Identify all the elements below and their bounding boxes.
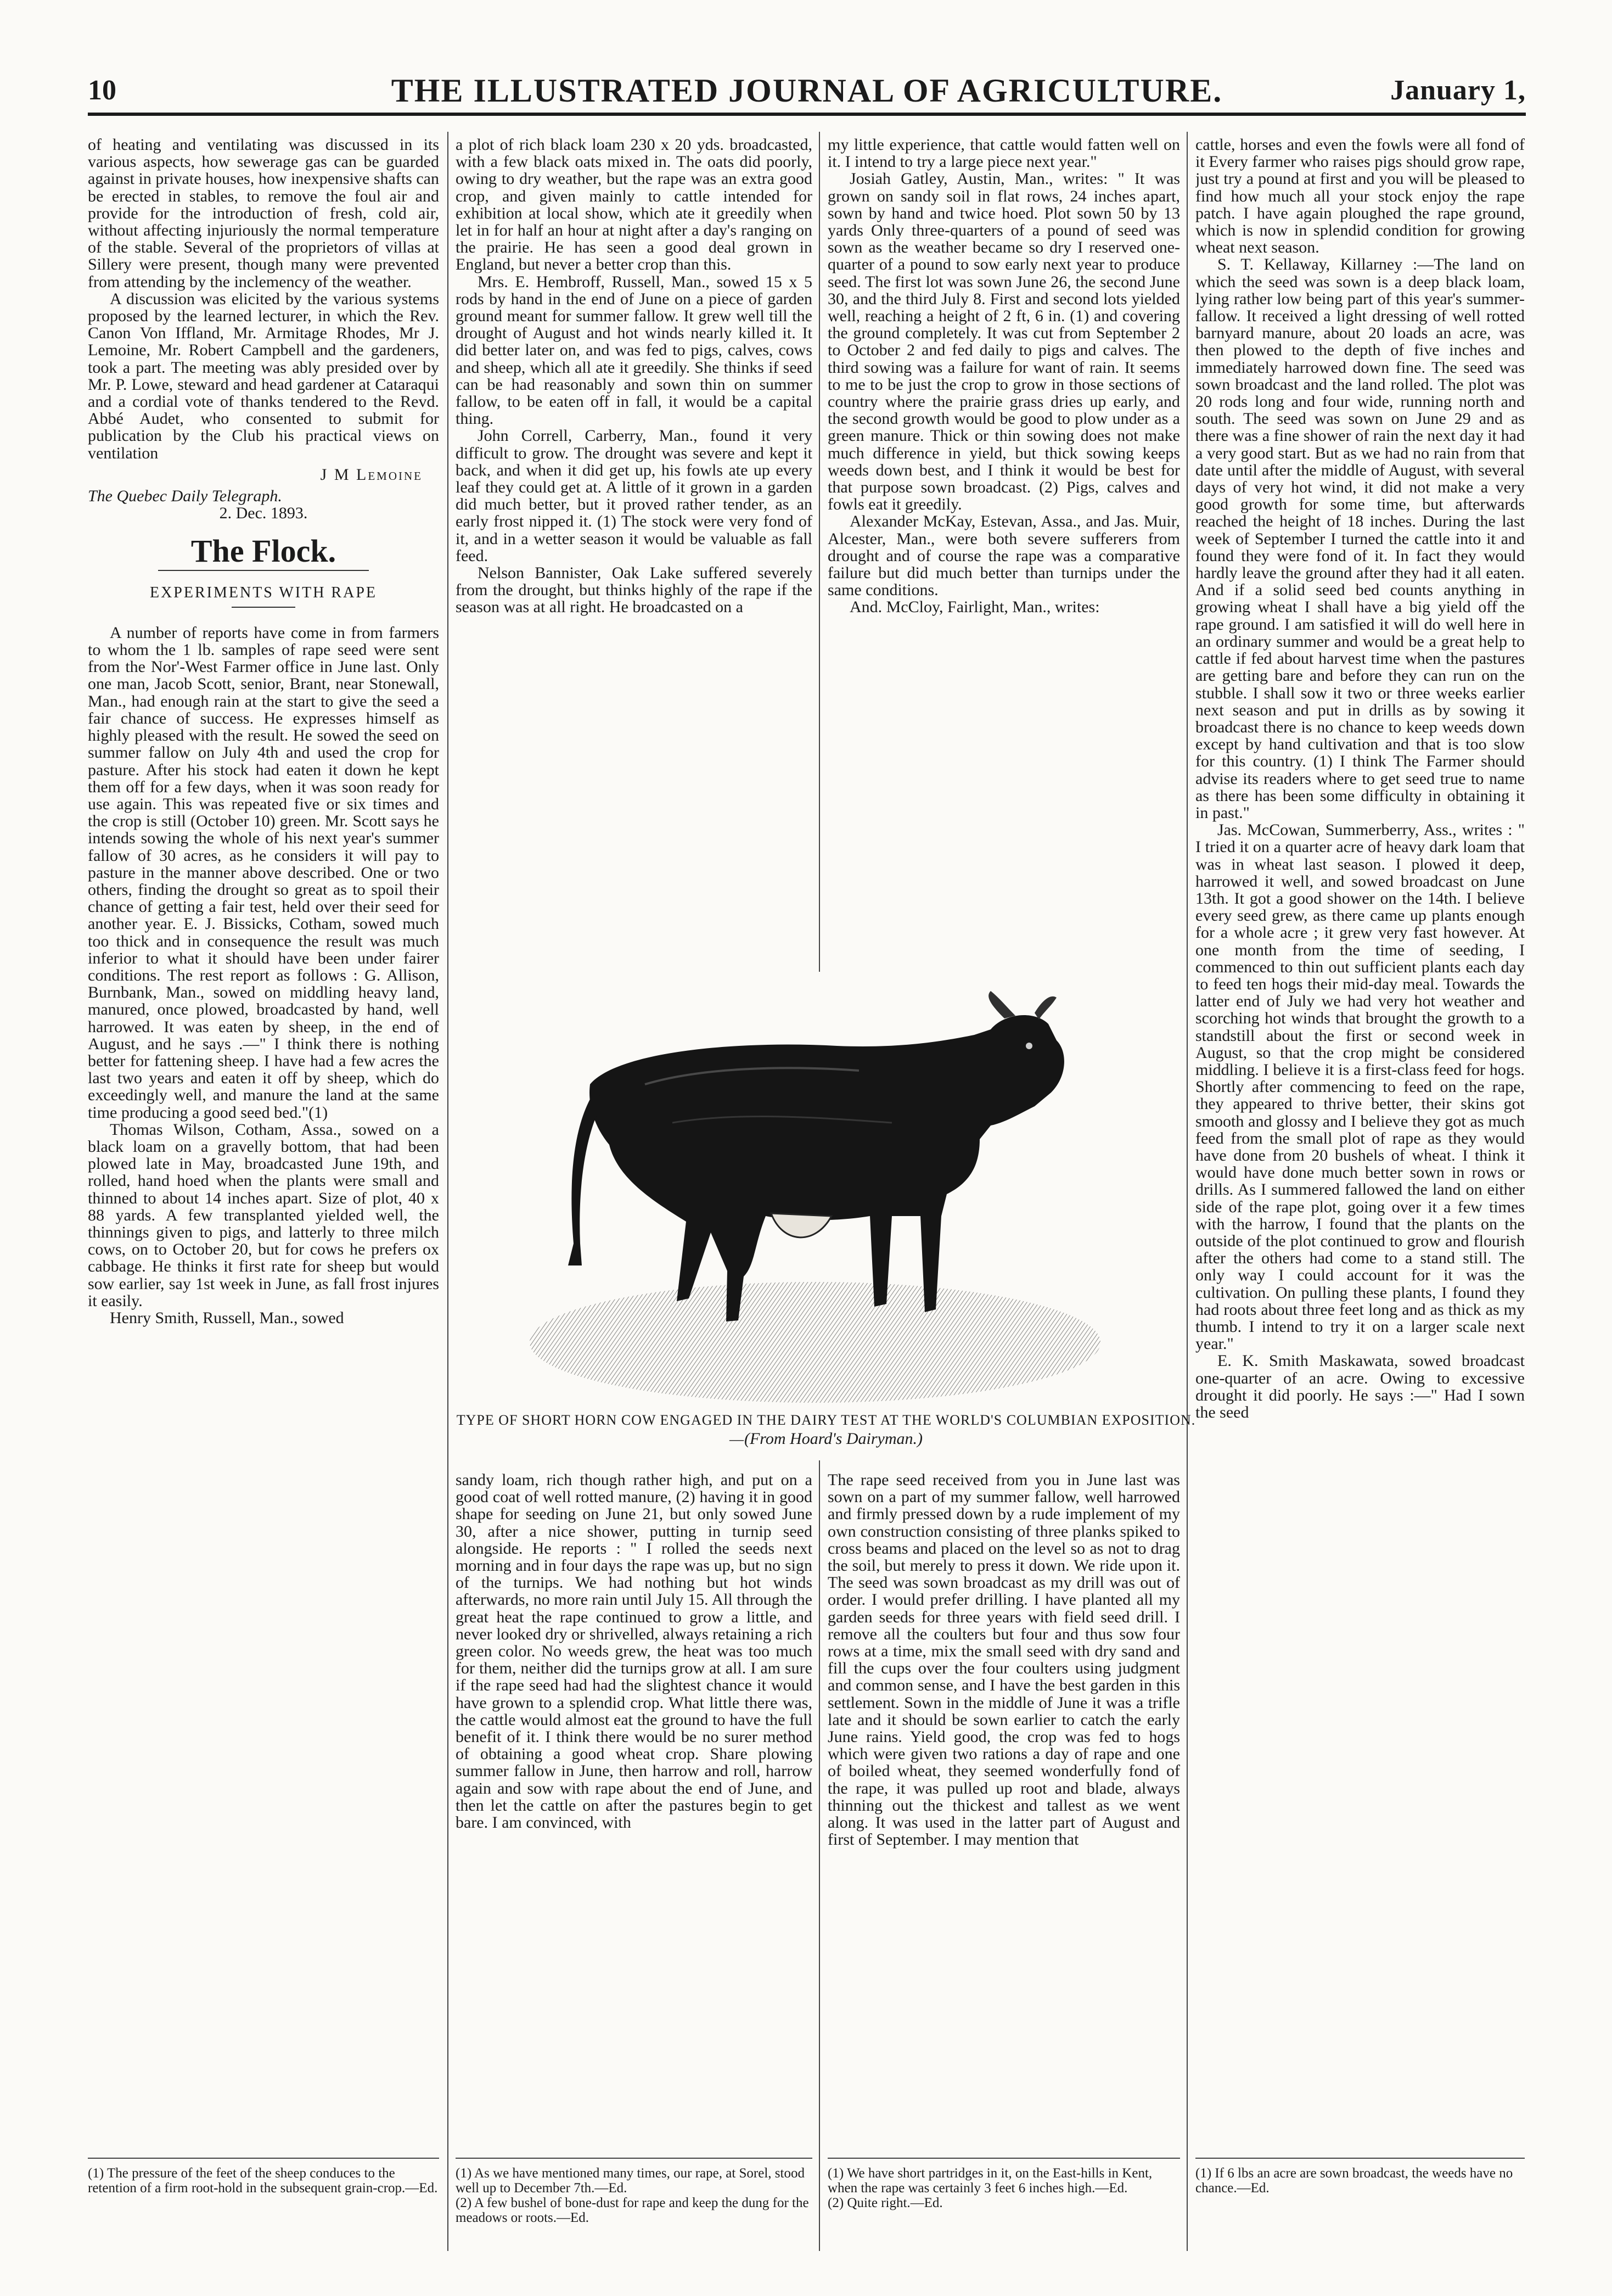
footnote-rule <box>88 2158 439 2159</box>
column-rule <box>1187 132 1188 2251</box>
journal-title: THE ILLUSTRATED JOURNAL OF AGRICULTURE. <box>391 72 1223 109</box>
cow-horn <box>1035 996 1057 1020</box>
issue-date: January 1, <box>1390 75 1526 106</box>
cow-body <box>589 1015 1064 1321</box>
section-title: The Flock. <box>190 533 336 569</box>
caption-text: TYPE OF SHORT HORN COW ENGAGED IN THE DAIRY TEST AT THE WORLD'S COLUMBIAN EXPOSITION.— <box>456 1412 1196 1447</box>
footnote: (1) The pressure of the feet of the sheep conduces to the retention of a firm root-hold in the subsequent grain-crop.—Ed. <box>88 2166 438 2196</box>
article-paragraph: The rape seed received from you in June last was sown on a part of my summer fallow, well harrowed and firmly pressed down by a rude implement of my own construction consisting of three planks spiked to cross beams and placed on the level so as not to drag the soil, but merely to press it down. We ride upon it. The seed was sown broadcast as my drill was out of order. I would prefer drilling. I have planted all my garden seeds for three years with field seed drill. I remove all the coulters but four and thus sow four rows at a time, mix the small seed with dry sand and fill the cups over the four coulters using judgment and common sense, and I have the best garden in this settlement. Sown in the middle of June it was a trifle late and it should be sown earlier to catch the early June rains. Yield good, the crop was fed to hogs which were given two rations a day of rape and one of boiled wheat, they seemed wonderfully fond of the rape, it was pulled up root and blade, always thinning out the thickest and tallest as we went along. It was used in the latter part of August and first of September. I may mention that <box>828 1471 1180 1849</box>
column-1 <box>88 136 439 2146</box>
footnote: (1) We have short partridges in it, on the East-hills in Kent, when the rape was certainly 3 feet 6 inches high.—Ed. (2) Quite right.—Ed. <box>828 2166 1153 2210</box>
cow-udder <box>771 1213 832 1237</box>
article-paragraph: A number of reports have come in from farmers to whom the 1 lb. samples of rape seed were sent from the Nor'-West Farmer office in June last. Only one man, Jacob Scott, senior, Brant, near Stonewall, Man., had enough rain at the start to give the seed a fair chance of success. He expresses himself as highly pleased with the result. He sowed the seed on summer fallow on July 4th and used the crop for pasture. After his stock had eaten it down he kept them off for a few days, when it was soon ready for use again. This was repeated five or six times and the crop is still (October 10) green. Mr. Scott says he intends sowing the whole of his next year's summer fallow of 30 acres, as he considers it will pay to pasture in the manner above described. One or two others, finding the drought so great as to spoil their chance of getting a fair test, held over their seed for another year. E. J. Bissicks, Cotham, sowed much too thick and in consequence the result was much inferior to what it should have been under fairer conditions. The rest report as follows : G. Allison, Burnbank, Man., sowed on middling heavy land, manured, once plowed, broadcasted by hand, well harrowed. It was eaten by sheep, in the end of August, and he says .—" I think there is nothing better for fattening sheep. I have had a few acres the last two years and eaten it off by sheep, which do exceedingly well, and manure the land at the same time producing a good seed bed."(1) <box>88 623 439 1122</box>
figure-caption <box>456 1411 1197 1449</box>
article-paragraph: Alexander McKay, Estevan, Assa., and Jas. Muir, Alcester, Man., were both severe sufferers from drought and of course the rape was a comparative failure but did much better than turnips under the same conditions. <box>828 512 1180 600</box>
article-paragraph: John Correll, Carberry, Man., found it very difficult to grow. The drought was severe and kept it back, and when it did get up, his fowls ate up every leaf they could get at. A little of it grown in a garden did much better, but it proved rather tender, as an early frost nipped it. (1) The stock were very fond of it, and in a wetter season it would be valuable as fall feed. <box>456 427 812 565</box>
footnote-rule <box>828 2158 1180 2159</box>
shorthorn-cow-illustration <box>508 958 1144 1436</box>
article-paragraph: sandy loam, rich though rather high, and put on a good coat of well rotted manure, (2) having it in good shape for seeding on June 21, but only sowed June 30, after a nice shower, putting in turnip seed alongside. He reports : " I rolled the seeds next morning and in four days the rape was up, but no sign of the turnips. We had nothing but hot winds afterwards, no more rain until July 15. All through the great heat the rape continued to grow a little, and never looked dry or shrivelled, always retaining a rich green color. No weeds grew, the heat was too much for them, neither did the turnips grow at all. I am sure if the rape seed had had the slightest chance it would have grown to a splendid crop. What little there was, the cattle would almost eat the ground to have the full benefit of it. I think there would be no surer method of obtaining a good wheat crop. Share plowing summer fallow in June, then harrow and roll, harrow again and sow with rape about the end of June, and then let the cattle on after the pastures begin to get bare. I am convinced, with <box>456 1471 812 1832</box>
column-2-lower <box>456 1471 812 2147</box>
article-paragraph: Thomas Wilson, Cotham, Assa., sowed on a black loam on a gravelly bottom, that had been plowed late in May, broadcasted June 19th, and rolled, hand hoed when the plants were small and thinned to about 14 inches apart. Size of plot, 40 x 88 yards. A few transplanted yielded well, the thinnings given to pigs, and latterly to three milch cows, on to October 20, but for cows he prefers ox cabbage. He thinks it first rate for sheep but would sow earlier, say 1st week in June, as fall frost injures it easily. <box>88 1120 439 1310</box>
cow-horn <box>988 991 1015 1018</box>
caption-credit: (From Hoard's Dairyman.) <box>744 1430 923 1448</box>
footnote: (1) If 6 lbs an acre are sown broadcast, the weeds have no chance.—Ed. <box>1195 2166 1513 2196</box>
article-paragraph: And. McCloy, Fairlight, Man., writes: <box>850 598 1100 617</box>
column-2-upper <box>456 136 812 960</box>
column-3-upper <box>828 136 1180 960</box>
footnote-rule <box>456 2158 812 2159</box>
article-paragraph: my little experience, that cattle would fatten well on it. I intend to try a large piece next year." <box>828 136 1180 171</box>
page-number: 10 <box>88 75 116 106</box>
column-4 <box>1195 136 1525 2146</box>
column-rule <box>447 132 448 2251</box>
source-credit: The Quebec Daily Telegraph. <box>88 487 282 506</box>
cow-eye <box>1026 1043 1032 1049</box>
article-paragraph: Henry Smith, Russell, Man., sowed <box>110 1309 344 1327</box>
article-subtitle: EXPERIMENTS WITH RAPE <box>149 584 378 601</box>
page-header <box>88 63 1526 116</box>
article-paragraph: Mrs. E. Hembroff, Russell, Man., sowed 15 x 5 rods by hand in the end of June on a piece of garden ground meant for summer fallow. It grew well till the drought of August and hot winds nearly killed it. It did better later on, and was fed to pigs, calves, cows and sheep, which all ate it greedily. She thinks if seed can be had reasonably and sown thin on summer fallow, to be eaten off in fall, it would be a capital thing. <box>456 272 812 428</box>
section-rule <box>158 570 369 571</box>
article-paragraph: of heating and ventilating was discussed in its various aspects, how sewerage gas can be guarded against in private houses, how inexpensive shafts can be erected in stables, to remove the foul air and provide for the introduction of fresh, cold air, without affecting injuriously the normal temperature of the stable. Several of the proprietors of villas at Sillery were present, though many were prevented from attending by the inclemency of the weather. <box>88 136 439 291</box>
column-rule <box>819 132 820 972</box>
article-paragraph: S. T. Kellaway, Killarney :—The land on which the seed was sown is a deep black loam, lying rather low being part of this year's summer-fallow. It received a light dressing of well rotted barnyard manure, about 20 loads an acre, was then plowed to the depth of five inches and immediately harrowed down fine. The seed was sown broadcast and the land rolled. The plot was 20 rods long and four wide, running north and south. The seed was sown on June 29 and as there was a fine shower of rain the next day it had a very good start. But as we had no rain from that date until after the middle of August, with several days of very hot wind, it did not make a very good growth for some time, but afterwards reached the height of 18 inches. During the last week of September I turned the cattle into it and found they were fond of it. In fact they would hardly leave the ground after they had it all eaten. And if a solid seed bed counts anything in growing wheat I shall have a big yield off the rape ground. I am satisfied it will do well here in an ordinary summer and would be a great help to cattle if fed about harvest time when the pastures are getting bare and before they can run on the stubble. I shall sow it two or three weeks earlier next season and put in drills as by sowing it broadcast there is no chance to keep weeds down except by hand cultivation and that is too slow for this country. (1) I think The Farmer should advise its readers where to get seed true to name as there has been some difficulty in obtaining it in past." <box>1195 255 1525 822</box>
article-paragraph: A discussion was elicited by the various systems proposed by the learned lecturer, in which the Rev. Canon Von Iffland, Mr. Armitage Rhodes, Mr J. Lemoine, Mr. Robert Campbell and the gardeners, took a part. The meeting was ably presided over by Mr. P. Lowe, steward and head gardener at Cataraqui and a cordial vote of thanks tendered to the Revd. Abbé Audet, who consented to submit for publication by the Club his practical views on ventilation <box>88 289 439 462</box>
subtitle-rule <box>232 607 295 608</box>
column-rule <box>819 1460 820 2251</box>
article-paragraph: a plot of rich black loam 230 x 20 yds. broadcasted, with a few black oats mixed in. The oats did poorly, owing to dry weather, but the rape was an extra good crop, and given mainly to cattle intended for exhibition at local show, which ate it greedily when let in for half an hour at night after a day's ranging on the prairie. He has seen a good deal grown in England, but never a better crop than this. <box>456 136 812 274</box>
article-paragraph: Jas. McCowan, Summerberry, Ass., writes : " I tried it on a quarter acre of heavy dark loam that was in wheat last season. I plowed it deep, harrowed it well, and sowed broadcast on June 13th. It got a good shower on the 14th. I believe every seed grew, as there came up plants enough for a whole acre ; it grew very fast however. At one month from the time of seeding, I commenced to thin out sufficient plants each day to feed ten hogs their mid-day meal. Towards the latter end of July we had very hot weather and scorching hot winds that brought the growth to a standstill about the first or second week in August, so that the crop might be considered middling. I believe it is a first-class feed for hogs. Shortly after commencing to feed on the rape, they appeared to thrive better, their skins got smooth and glossy and I believe they got as much feed from the small plot of rape as they would have done from 20 bushels of wheat. I think it would have done much better sown in rows or drills. As I summered fallowed the land on either side of the rape plot, going over it a few times with the harrow, I found that the plants on the outside of the plot continued to grow and flourish after the others had come to a stand still. The only way I could account for it was the cultivation. On pulling these plants, I found they had roots about three feet long and as thick as my thumb. I intend to try it on a larger scale next year." <box>1195 821 1525 1353</box>
article-paragraph: cattle, horses and even the fowls were all fond of it Every farmer who raises pigs should grow rape, just try a pound at first and you will be pleased to find how much all your stock enjoy the rape patch. I have again ploughed the rape ground, which is now in splendid condition for growing wheat next season. <box>1195 136 1525 257</box>
column-3-lower <box>828 1471 1180 2147</box>
author-signature: J M Lemoine <box>320 465 423 484</box>
article-paragraph: Nelson Bannister, Oak Lake suffered severely from the drought, but thinks highly of the rape if the season was at all right. He broadcasted on a <box>456 564 812 617</box>
ground-shadow <box>530 1282 1100 1403</box>
footnote: (1) As we have mentioned many times, our rape, at Sorel, stood well up to December 7th.—Ed. (2) A few bushel of bone-dust for rape and keep the dung for the meadows or roots.—Ed. <box>456 2166 809 2225</box>
source-date: 2. Dec. 1893. <box>219 504 308 523</box>
footnote-rule <box>1195 2158 1525 2159</box>
article-paragraph: Josiah Gatley, Austin, Man., writes: " It was grown on sandy soil in flat rows, 24 inches apart, sown by hand and twice hoed. Plot sown 50 by 13 yards Only three-quarters of a pound of seed was sown as the weather became so dry I reserved one-quarter of a pound to sow early next year to produce seed. The first lot was sown June 26, the second June 30, and the third July 8. First and second lots yielded well, reaching a height of 2 ft, 6 in. (1) and covering the ground completely. It was cut from September 2 to October 2 and fed daily to pigs and calves. The third sowing was a failure for want of rain. It seems to me to be just the crop to grow in those sections of country where the prairie grass dries up early, and the second growth would be good to plow under as a green manure. Thick or thin sowing does not make much difference in yield, but thick sowing keeps weeds down best, and I think it would be best for that purpose sown broadcast. (2) Pigs, calves and fowls eat it greedily. <box>828 170 1180 514</box>
article-paragraph: E. K. Smith Maskawata, sowed broadcast one-quarter of an acre. Owing to excessive drought it did poorly. He says :—" Had I sown the seed <box>1195 1352 1525 1422</box>
